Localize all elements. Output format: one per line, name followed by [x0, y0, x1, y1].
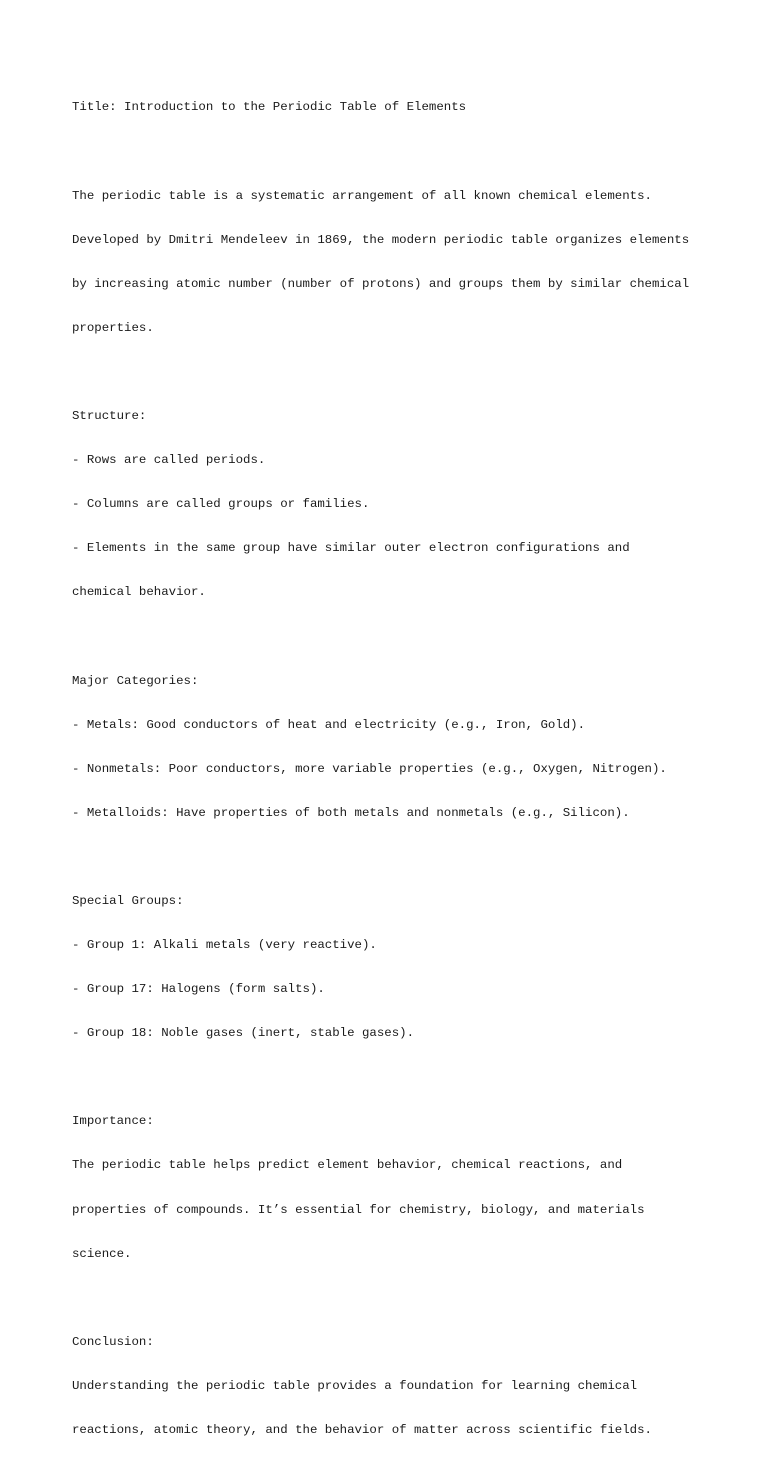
document-page: [72, 71, 732, 1482]
importance-line: science.: [72, 1246, 132, 1261]
intro-line: Developed by Dmitri Mendeleev in 1869, the modern periodic table organizes elements: [72, 232, 690, 247]
intro-paragraph: [72, 159, 732, 365]
conclusion-line: Understanding the periodic table provides a foundation for learning chemical: [72, 1378, 638, 1393]
intro-line: properties.: [72, 320, 154, 335]
categories-heading: Major Categories:: [72, 673, 199, 688]
special-groups-heading: Special Groups:: [72, 893, 184, 908]
importance-line: The periodic table helps predict element behavior, chemical reactions, and: [72, 1158, 623, 1173]
structure-line: - Rows are called periods.: [72, 453, 266, 468]
structure-line: - Columns are called groups or families.: [72, 497, 370, 512]
categories-line: - Metalloids: Have properties of both metals and nonmetals (e.g., Silicon).: [72, 805, 630, 820]
conclusion-line: reactions, atomic theory, and the behavior of matter across scientific fields.: [72, 1423, 652, 1438]
structure-section: [72, 380, 732, 630]
special-groups-line: - Group 17: Halogens (form salts).: [72, 982, 325, 997]
conclusion-heading: Conclusion:: [72, 1334, 154, 1349]
special-groups-line: - Group 1: Alkali metals (very reactive).: [72, 938, 377, 953]
categories-line: - Metals: Good conductors of heat and electricity (e.g., Iron, Gold).: [72, 717, 586, 732]
importance-heading: Importance:: [72, 1114, 154, 1129]
structure-line: - Elements in the same group have similar outer electron configurations and: [72, 541, 630, 556]
importance-section: [72, 1085, 732, 1291]
categories-section: [72, 644, 732, 850]
special-groups-line: - Group 18: Noble gases (inert, stable gases).: [72, 1026, 415, 1041]
document-title-block: [72, 71, 732, 145]
importance-line: properties of compounds. It’s essential for chemistry, biology, and materials: [72, 1202, 645, 1217]
structure-line: chemical behavior.: [72, 585, 206, 600]
structure-heading: Structure:: [72, 408, 147, 423]
document-title: Title: Introduction to the Periodic Table of Elements: [72, 100, 467, 115]
special-groups-section: [72, 865, 732, 1071]
conclusion-section: [72, 1305, 732, 1467]
intro-line: by increasing atomic number (number of protons) and groups them by similar chemical: [72, 276, 690, 291]
categories-line: - Nonmetals: Poor conductors, more variable properties (e.g., Oxygen, Nitrogen).: [72, 761, 667, 776]
intro-line: The periodic table is a systematic arrangement of all known chemical elements.: [72, 188, 652, 203]
